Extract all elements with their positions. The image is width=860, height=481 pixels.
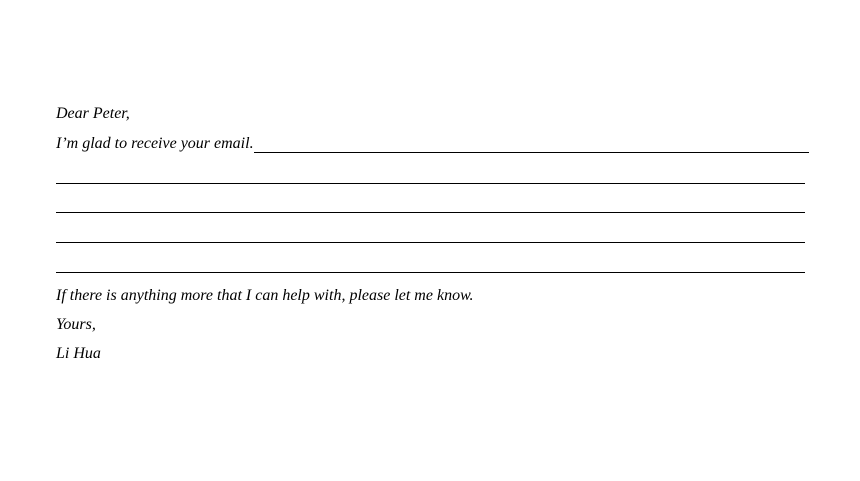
greeting: Dear Peter, [56, 105, 130, 122]
closing-sentence: If there is anything more that I can help with, please let me know. [56, 287, 474, 304]
signature: Li Hua [56, 345, 101, 362]
opening-row [56, 134, 809, 154]
writing-blank-line [56, 272, 805, 273]
writing-blank-line [254, 152, 809, 153]
opening-sentence: I’m glad to receive your email. [56, 135, 254, 152]
writing-blank-line [56, 242, 805, 243]
writing-blank-line [56, 212, 805, 213]
writing-blank-line [56, 183, 805, 184]
signoff: Yours, [56, 316, 96, 333]
